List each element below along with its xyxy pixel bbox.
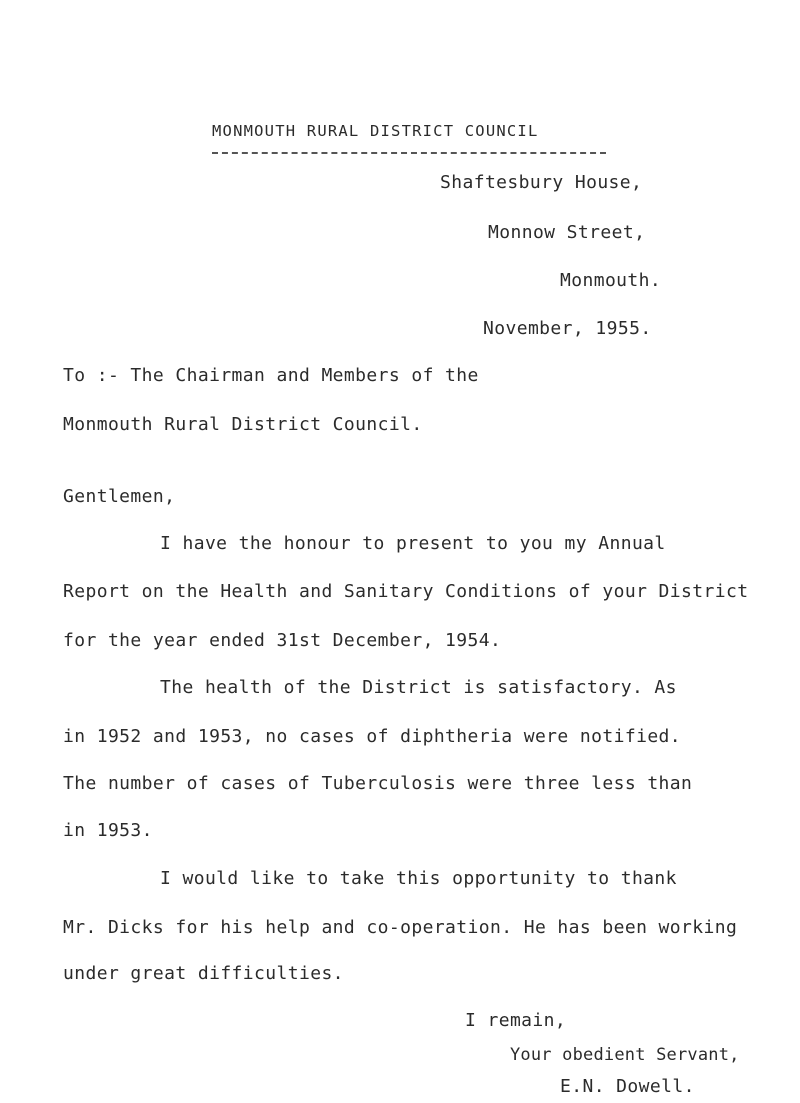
body-paragraph-1-line-1: I have the honour to present to you my Annual	[160, 533, 666, 554]
address-line-1: Shaftesbury House,	[440, 172, 643, 193]
body-paragraph-2-line-3: The number of cases of Tuberculosis were three less than	[63, 773, 693, 794]
body-paragraph-3-line-1: I would like to take this opportunity to thank	[160, 868, 677, 889]
salutation: Gentlemen,	[63, 486, 176, 507]
body-paragraph-2-line-1: The health of the District is satisfactory. As	[160, 677, 677, 698]
recipient-line-1: To :- The Chairman and Members of the	[63, 365, 479, 386]
body-paragraph-2-line-2: in 1952 and 1953, no cases of diphtheria were notified.	[63, 726, 682, 747]
address-line-3: Monmouth.	[560, 270, 662, 291]
body-paragraph-2-line-4: in 1953.	[63, 820, 153, 841]
body-paragraph-1-line-3: for the year ended 31st December, 1954.	[63, 630, 502, 651]
closing-line-2: Your obedient Servant,	[510, 1045, 740, 1065]
signature: E.N. Dowell.	[560, 1076, 695, 1097]
closing-line-1: I remain,	[465, 1010, 567, 1031]
body-paragraph-3-line-2: Mr. Dicks for his help and co-operation. He has been working	[63, 917, 738, 938]
heading-underline	[212, 152, 606, 154]
recipient-line-2: Monmouth Rural District Council.	[63, 414, 423, 435]
address-line-2: Monnow Street,	[488, 222, 646, 243]
letter-date: November, 1955.	[483, 318, 652, 339]
council-heading: MONMOUTH RURAL DISTRICT COUNCIL	[212, 122, 539, 140]
body-paragraph-3-line-3: under great difficulties.	[63, 963, 344, 984]
body-paragraph-1-line-2: Report on the Health and Sanitary Conditions of your District	[63, 581, 749, 602]
